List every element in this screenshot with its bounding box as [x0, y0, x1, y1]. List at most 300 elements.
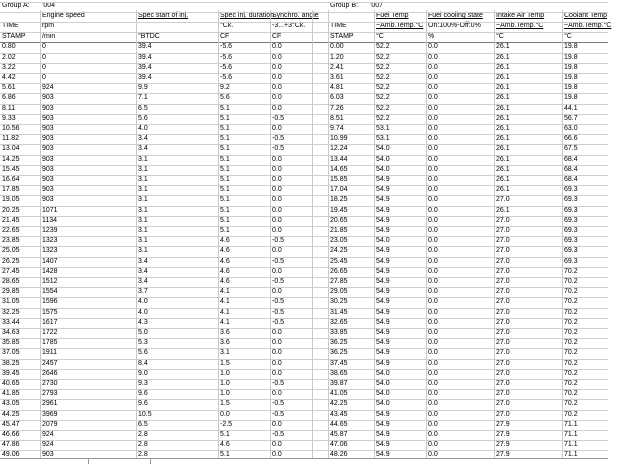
- groupB-coolant-cell[interactable]: 19.8: [564, 53, 578, 61]
- groupA-spec_start-cell[interactable]: 3.1: [138, 216, 148, 224]
- groupA-spec_duration-cell[interactable]: 5.1: [220, 165, 230, 173]
- groupA-time-cell[interactable]: 9.33: [2, 114, 16, 122]
- groupA-time-cell[interactable]: 2.02: [2, 53, 16, 61]
- groupA-spec_start-cell[interactable]: 39.4: [138, 73, 152, 81]
- groupA-engine_speed-cell[interactable]: 2457: [42, 359, 58, 367]
- groupA-spec_start-cell[interactable]: 39.4: [138, 53, 152, 61]
- groupA-synchro-cell[interactable]: 0.0: [272, 226, 282, 234]
- groupA-spec_start-cell[interactable]: 10.5: [138, 410, 152, 418]
- groupB-time-cell[interactable]: 1.20: [330, 53, 344, 61]
- groupA-spec_start-cell[interactable]: 3.1: [138, 237, 148, 245]
- groupA-synchro-cell[interactable]: 0.0: [272, 420, 282, 428]
- groupB-coolant-cell[interactable]: 44.1: [564, 104, 578, 112]
- groupB-intake_air-cell[interactable]: 27.0: [496, 277, 510, 285]
- groupB-time-cell[interactable]: 12.24: [330, 145, 348, 153]
- groupA-synchro-cell[interactable]: 0.0: [272, 441, 282, 449]
- groupA-synchro-cell[interactable]: -0.5: [272, 430, 285, 438]
- groupB-intake_air-cell[interactable]: 27.9: [496, 451, 510, 459]
- groupA-time-cell[interactable]: 4.42: [2, 73, 16, 81]
- groupA-synchro-cell[interactable]: -0.5: [272, 318, 285, 326]
- groupB-fuel_cooling-cell[interactable]: 0.0: [428, 308, 438, 316]
- groupB-fuel_cooling-cell[interactable]: 0.0: [428, 349, 438, 357]
- groupA-time-cell[interactable]: 19.05: [2, 196, 20, 204]
- groupB-fuel_temp-cell[interactable]: 52.2: [376, 94, 390, 102]
- groupB-fuel_temp-cell[interactable]: 54.9: [376, 339, 390, 347]
- groupB-fuel_temp-cell[interactable]: 54.9: [376, 277, 390, 285]
- groupB-time-cell[interactable]: 17.04: [330, 186, 348, 194]
- groupA-spec_start-cell[interactable]: 9.0: [138, 369, 148, 377]
- groupA-synchro-cell[interactable]: 0.0: [272, 390, 282, 398]
- groupA-time-cell[interactable]: 26.25: [2, 257, 20, 265]
- groupB-fuel_cooling-cell[interactable]: 0.0: [428, 257, 438, 265]
- groupB-time-cell[interactable]: 48.26: [330, 451, 348, 459]
- groupB-coolant-cell[interactable]: 19.8: [564, 73, 578, 81]
- groupB-coolant-cell[interactable]: 70.2: [564, 277, 578, 285]
- groupB-coolant-cell[interactable]: 70.2: [564, 298, 578, 306]
- groupA-spec_start-cell[interactable]: 5.0: [138, 328, 148, 336]
- groupB-intake_air-cell[interactable]: 26.1: [496, 135, 510, 143]
- groupB-intake_air-cell[interactable]: 27.0: [496, 369, 510, 377]
- groupA-synchro-cell[interactable]: -0.5: [272, 379, 285, 387]
- groupA-time-cell[interactable]: 32.25: [2, 308, 20, 316]
- groupB-time-cell[interactable]: 0.00: [330, 43, 344, 51]
- groupB-coolant-cell[interactable]: 19.8: [564, 84, 578, 92]
- groupB-fuel_temp-cell[interactable]: 54.9: [376, 410, 390, 418]
- groupB-coolant-cell[interactable]: 69.3: [564, 216, 578, 224]
- groupA-spec_duration-cell[interactable]: 5.1: [220, 114, 230, 122]
- groupA-engine_speed-cell[interactable]: 1323: [42, 237, 58, 245]
- groupA-spec_start-cell[interactable]: 3.7: [138, 288, 148, 296]
- groupB-intake_air-cell[interactable]: 26.1: [496, 165, 510, 173]
- groupB-time-cell[interactable]: 3.61: [330, 73, 344, 81]
- groupB-intake_air-cell[interactable]: 27.0: [496, 288, 510, 296]
- groupB-fuel_cooling-cell[interactable]: 0.0: [428, 104, 438, 112]
- groupA-engine_speed-cell[interactable]: 903: [42, 155, 54, 163]
- groupA-spec_duration-cell[interactable]: 5.1: [220, 145, 230, 153]
- groupB-time-cell[interactable]: 15.85: [330, 175, 348, 183]
- groupB-intake_air-cell[interactable]: 26.1: [496, 175, 510, 183]
- groupA-synchro-cell[interactable]: 0.0: [272, 339, 282, 347]
- groupB-time-cell[interactable]: 47.06: [330, 441, 348, 449]
- groupA-synchro-cell[interactable]: 0.0: [272, 369, 282, 377]
- groupA-spec_duration-cell[interactable]: 5.1: [220, 206, 230, 214]
- groupA-engine_speed-cell[interactable]: 1911: [42, 349, 58, 357]
- groupB-coolant-cell[interactable]: 70.2: [564, 390, 578, 398]
- groupB-coolant-cell[interactable]: 70.2: [564, 328, 578, 336]
- groupB-intake_air-cell[interactable]: 26.1: [496, 124, 510, 132]
- groupA-synchro-cell[interactable]: -0.5: [272, 400, 285, 408]
- groupB-fuel_cooling-cell[interactable]: 0.0: [428, 247, 438, 255]
- groupA-spec_start-cell[interactable]: 3.1: [138, 226, 148, 234]
- groupA-synchro-cell[interactable]: -0.5: [272, 145, 285, 153]
- groupB-intake_air-cell[interactable]: 26.1: [496, 206, 510, 214]
- groupB-fuel_cooling-cell[interactable]: 0.0: [428, 186, 438, 194]
- groupA-spec_start-cell[interactable]: 9.6: [138, 390, 148, 398]
- groupB-intake_air-cell[interactable]: 26.1: [496, 84, 510, 92]
- groupB-time-cell[interactable]: 20.65: [330, 216, 348, 224]
- groupB-coolant-cell[interactable]: 69.3: [564, 257, 578, 265]
- groupB-fuel_temp-cell[interactable]: 54.9: [376, 206, 390, 214]
- groupB-coolant-cell[interactable]: 69.3: [564, 226, 578, 234]
- groupA-engine_speed-cell[interactable]: 924: [42, 430, 54, 438]
- groupB-coolant-cell[interactable]: 19.8: [564, 63, 578, 71]
- groupA-synchro-cell[interactable]: -0.5: [272, 257, 285, 265]
- groupA-synchro-cell[interactable]: 0.0: [272, 165, 282, 173]
- groupB-fuel_temp-cell[interactable]: 52.2: [376, 84, 390, 92]
- groupA-spec_duration-cell[interactable]: 0.0: [220, 410, 230, 418]
- groupB-time-cell[interactable]: 9.74: [330, 124, 344, 132]
- groupA-spec_start-cell[interactable]: 3.1: [138, 165, 148, 173]
- groupB-intake_air-cell[interactable]: 27.0: [496, 328, 510, 336]
- groupA-time-cell[interactable]: 27.45: [2, 267, 20, 275]
- groupA-spec_duration-cell[interactable]: -5.6: [220, 63, 233, 71]
- groupB-fuel_cooling-cell[interactable]: 0.0: [428, 267, 438, 275]
- groupB-fuel_cooling-cell[interactable]: 0.0: [428, 390, 438, 398]
- groupB-time-cell[interactable]: 30.25: [330, 298, 348, 306]
- groupB-time-cell[interactable]: 42.25: [330, 400, 348, 408]
- groupB-intake_air-cell[interactable]: 26.1: [496, 114, 510, 122]
- groupB-fuel_temp-cell[interactable]: 54.0: [376, 165, 390, 173]
- groupB-fuel_temp-cell[interactable]: 52.2: [376, 43, 390, 51]
- groupA-time-cell[interactable]: 14.25: [2, 155, 20, 163]
- groupA-time-cell[interactable]: 21.45: [2, 216, 20, 224]
- groupA-spec_duration-cell[interactable]: 5.1: [220, 451, 230, 459]
- groupB-fuel_temp-cell[interactable]: 54.9: [376, 349, 390, 357]
- groupA-spec_start-cell[interactable]: 3.1: [138, 175, 148, 183]
- groupA-spec_duration-cell[interactable]: 5.1: [220, 135, 230, 143]
- groupA-engine_speed-cell[interactable]: 1575: [42, 308, 58, 316]
- groupB-fuel_cooling-cell[interactable]: 0.0: [428, 277, 438, 285]
- groupB-fuel_temp-cell[interactable]: 54.9: [376, 288, 390, 296]
- groupA-synchro-cell[interactable]: 0.0: [272, 73, 282, 81]
- groupB-time-cell[interactable]: 43.45: [330, 410, 348, 418]
- groupA-synchro-cell[interactable]: 0.0: [272, 63, 282, 71]
- groupA-time-cell[interactable]: 15.45: [2, 165, 20, 173]
- groupB-time-cell[interactable]: 44.65: [330, 420, 348, 428]
- groupA-synchro-cell[interactable]: 0.0: [272, 267, 282, 275]
- groupB-time-cell[interactable]: 31.45: [330, 308, 348, 316]
- groupB-time-cell[interactable]: 23.05: [330, 237, 348, 245]
- groupA-synchro-cell[interactable]: 0.0: [272, 175, 282, 183]
- groupA-engine_speed-cell[interactable]: 1071: [42, 206, 58, 214]
- groupA-engine_speed-cell[interactable]: 924: [42, 441, 54, 449]
- groupA-time-cell[interactable]: 10.56: [2, 124, 20, 132]
- groupB-time-cell[interactable]: 2.41: [330, 63, 344, 71]
- groupA-engine_speed-cell[interactable]: 1239: [42, 226, 58, 234]
- groupA-spec_start-cell[interactable]: 39.4: [138, 63, 152, 71]
- groupB-time-cell[interactable]: 18.25: [330, 196, 348, 204]
- groupB-intake_air-cell[interactable]: 27.9: [496, 441, 510, 449]
- groupA-synchro-cell[interactable]: 0.0: [272, 247, 282, 255]
- groupB-fuel_temp-cell[interactable]: 54.9: [376, 175, 390, 183]
- groupA-time-cell[interactable]: 28.65: [2, 277, 20, 285]
- groupB-fuel_cooling-cell[interactable]: 0.0: [428, 400, 438, 408]
- groupA-synchro-cell[interactable]: 0.0: [272, 359, 282, 367]
- groupA-time-cell[interactable]: 38.25: [2, 359, 20, 367]
- groupB-intake_air-cell[interactable]: 27.0: [496, 400, 510, 408]
- groupA-time-cell[interactable]: 0.80: [2, 43, 16, 51]
- groupA-spec_start-cell[interactable]: 3.1: [138, 247, 148, 255]
- groupA-synchro-cell[interactable]: -0.5: [272, 298, 285, 306]
- groupA-spec_start-cell[interactable]: 9.6: [138, 400, 148, 408]
- groupA-spec_duration-cell[interactable]: 4.6: [220, 441, 230, 449]
- groupA-time-cell[interactable]: 33.44: [2, 318, 20, 326]
- groupA-time-cell[interactable]: 3.22: [2, 63, 16, 71]
- groupB-fuel_temp-cell[interactable]: 54.9: [376, 267, 390, 275]
- groupB-fuel_temp-cell[interactable]: 53.1: [376, 135, 390, 143]
- groupB-fuel_temp-cell[interactable]: 52.2: [376, 104, 390, 112]
- groupB-coolant-cell[interactable]: 70.2: [564, 369, 578, 377]
- groupA-synchro-cell[interactable]: 0.0: [272, 94, 282, 102]
- groupA-spec_start-cell[interactable]: 3.4: [138, 277, 148, 285]
- groupA-synchro-cell[interactable]: 0.0: [272, 124, 282, 132]
- groupA-spec_duration-cell[interactable]: 5.1: [220, 124, 230, 132]
- groupA-time-cell[interactable]: 34.63: [2, 328, 20, 336]
- groupB-time-cell[interactable]: 19.45: [330, 206, 348, 214]
- groupA-engine_speed-cell[interactable]: 1407: [42, 257, 58, 265]
- groupB-intake_air-cell[interactable]: 27.0: [496, 349, 510, 357]
- groupB-fuel_temp-cell[interactable]: 52.2: [376, 73, 390, 81]
- groupA-synchro-cell[interactable]: -0.5: [272, 237, 285, 245]
- groupB-fuel_temp-cell[interactable]: 54.9: [376, 430, 390, 438]
- groupA-engine_speed-cell[interactable]: 1617: [42, 318, 58, 326]
- groupB-fuel_temp-cell[interactable]: 53.1: [376, 124, 390, 132]
- groupB-fuel_temp-cell[interactable]: 54.0: [376, 237, 390, 245]
- groupB-fuel_cooling-cell[interactable]: 0.0: [428, 369, 438, 377]
- groupA-time-cell[interactable]: 29.85: [2, 288, 20, 296]
- groupB-coolant-cell[interactable]: 71.1: [564, 451, 578, 459]
- groupA-engine_speed-cell[interactable]: 1596: [42, 298, 58, 306]
- groupA-spec_duration-cell[interactable]: 4.1: [220, 308, 230, 316]
- groupA-spec_start-cell[interactable]: 3.1: [138, 186, 148, 194]
- groupB-fuel_cooling-cell[interactable]: 0.0: [428, 145, 438, 153]
- groupA-spec_duration-cell[interactable]: 5.1: [220, 430, 230, 438]
- groupB-intake_air-cell[interactable]: 26.1: [496, 53, 510, 61]
- groupB-coolant-cell[interactable]: 69.3: [564, 237, 578, 245]
- groupB-intake_air-cell[interactable]: 27.0: [496, 359, 510, 367]
- groupA-engine_speed-cell[interactable]: 1428: [42, 267, 58, 275]
- groupB-intake_air-cell[interactable]: 27.0: [496, 379, 510, 387]
- groupA-spec_duration-cell[interactable]: 4.6: [220, 247, 230, 255]
- groupB-intake_air-cell[interactable]: 27.0: [496, 237, 510, 245]
- groupA-spec_start-cell[interactable]: 5.3: [138, 339, 148, 347]
- groupB-time-cell[interactable]: 26.65: [330, 267, 348, 275]
- groupA-spec_duration-cell[interactable]: -5.6: [220, 43, 233, 51]
- groupB-coolant-cell[interactable]: 70.2: [564, 339, 578, 347]
- groupA-spec_duration-cell[interactable]: 5.1: [220, 226, 230, 234]
- groupA-synchro-cell[interactable]: 0.0: [272, 349, 282, 357]
- groupB-coolant-cell[interactable]: 70.2: [564, 288, 578, 296]
- groupB-fuel_cooling-cell[interactable]: 0.0: [428, 410, 438, 418]
- groupA-spec_duration-cell[interactable]: 4.6: [220, 257, 230, 265]
- groupB-fuel_temp-cell[interactable]: 54.9: [376, 441, 390, 449]
- groupB-fuel_temp-cell[interactable]: 54.9: [376, 308, 390, 316]
- groupA-synchro-cell[interactable]: -0.5: [272, 114, 285, 122]
- groupB-coolant-cell[interactable]: 69.3: [564, 196, 578, 204]
- groupB-coolant-cell[interactable]: 69.3: [564, 206, 578, 214]
- groupB-coolant-cell[interactable]: 67.5: [564, 145, 578, 153]
- groupB-fuel_cooling-cell[interactable]: 0.0: [428, 441, 438, 449]
- groupA-spec_start-cell[interactable]: 3.1: [138, 196, 148, 204]
- groupA-spec_duration-cell[interactable]: 3.1: [220, 349, 230, 357]
- groupB-coolant-cell[interactable]: 71.1: [564, 420, 578, 428]
- groupA-spec_duration-cell[interactable]: 1.0: [220, 369, 230, 377]
- groupB-time-cell[interactable]: 25.45: [330, 257, 348, 265]
- groupB-fuel_temp-cell[interactable]: 54.0: [376, 155, 390, 163]
- groupA-synchro-cell[interactable]: 0.0: [272, 43, 282, 51]
- groupA-time-cell[interactable]: 41.85: [2, 390, 20, 398]
- groupA-spec_start-cell[interactable]: 9.3: [138, 379, 148, 387]
- groupA-synchro-cell[interactable]: 0.0: [272, 84, 282, 92]
- groupB-fuel_cooling-cell[interactable]: 0.0: [428, 135, 438, 143]
- groupB-time-cell[interactable]: 36.25: [330, 339, 348, 347]
- groupA-engine_speed-cell[interactable]: 3969: [42, 410, 58, 418]
- groupA-engine_speed-cell[interactable]: 903: [42, 114, 54, 122]
- groupA-time-cell[interactable]: 49.06: [2, 451, 20, 459]
- groupB-time-cell[interactable]: 14.65: [330, 165, 348, 173]
- groupA-spec_duration-cell[interactable]: 4.1: [220, 288, 230, 296]
- groupA-engine_speed-cell[interactable]: 903: [42, 145, 54, 153]
- groupB-fuel_temp-cell[interactable]: 52.2: [376, 63, 390, 71]
- groupA-time-cell[interactable]: 23.85: [2, 237, 20, 245]
- groupA-engine_speed-cell[interactable]: 1722: [42, 328, 58, 336]
- groupA-spec_start-cell[interactable]: 8.4: [138, 359, 148, 367]
- groupA-spec_start-cell[interactable]: 6.5: [138, 420, 148, 428]
- groupA-spec_start-cell[interactable]: 4.0: [138, 308, 148, 316]
- groupA-synchro-cell[interactable]: -0.5: [272, 135, 285, 143]
- groupB-fuel_temp-cell[interactable]: 54.9: [376, 247, 390, 255]
- groupB-fuel_cooling-cell[interactable]: 0.0: [428, 226, 438, 234]
- groupA-spec_start-cell[interactable]: 39.4: [138, 43, 152, 51]
- groupB-fuel_temp-cell[interactable]: 54.0: [376, 379, 390, 387]
- groupA-time-cell[interactable]: 40.65: [2, 379, 20, 387]
- groupB-intake_air-cell[interactable]: 26.1: [496, 73, 510, 81]
- groupA-engine_speed-cell[interactable]: 1554: [42, 288, 58, 296]
- groupA-time-cell[interactable]: 22.65: [2, 226, 20, 234]
- groupB-fuel_cooling-cell[interactable]: 0.0: [428, 359, 438, 367]
- groupB-intake_air-cell[interactable]: 27.0: [496, 267, 510, 275]
- groupA-time-cell[interactable]: 31.05: [2, 298, 20, 306]
- groupB-coolant-cell[interactable]: 68.4: [564, 175, 578, 183]
- groupB-coolant-cell[interactable]: 56.7: [564, 114, 578, 122]
- groupA-spec_start-cell[interactable]: 3.4: [138, 145, 148, 153]
- groupB-coolant-cell[interactable]: 68.4: [564, 155, 578, 163]
- groupB-coolant-cell[interactable]: 70.2: [564, 410, 578, 418]
- groupA-spec_duration-cell[interactable]: -2.5: [220, 420, 233, 428]
- groupB-time-cell[interactable]: 21.85: [330, 226, 348, 234]
- groupA-time-cell[interactable]: 37.05: [2, 349, 20, 357]
- groupA-engine_speed-cell[interactable]: 2646: [42, 369, 58, 377]
- groupB-fuel_temp-cell[interactable]: 52.2: [376, 53, 390, 61]
- groupA-time-cell[interactable]: 43.05: [2, 400, 20, 408]
- groupB-intake_air-cell[interactable]: 27.0: [496, 390, 510, 398]
- groupA-engine_speed-cell[interactable]: 903: [42, 175, 54, 183]
- groupB-fuel_cooling-cell[interactable]: 0.0: [428, 339, 438, 347]
- groupA-spec_start-cell[interactable]: 6.5: [138, 104, 148, 112]
- groupB-coolant-cell[interactable]: 71.1: [564, 441, 578, 449]
- groupB-fuel_cooling-cell[interactable]: 0.0: [428, 451, 438, 459]
- groupA-time-cell[interactable]: 45.47: [2, 420, 20, 428]
- groupB-fuel_temp-cell[interactable]: 54.0: [376, 400, 390, 408]
- groupA-spec_start-cell[interactable]: 3.4: [138, 257, 148, 265]
- groupB-coolant-cell[interactable]: 68.4: [564, 165, 578, 173]
- groupA-spec_duration-cell[interactable]: 9.2: [220, 84, 230, 92]
- groupA-spec_duration-cell[interactable]: 4.1: [220, 298, 230, 306]
- groupA-synchro-cell[interactable]: 0.0: [272, 196, 282, 204]
- groupB-fuel_cooling-cell[interactable]: 0.0: [428, 196, 438, 204]
- groupB-time-cell[interactable]: 33.85: [330, 328, 348, 336]
- groupB-fuel_temp-cell[interactable]: 54.9: [376, 451, 390, 459]
- groupA-time-cell[interactable]: 6.86: [2, 94, 16, 102]
- groupB-intake_air-cell[interactable]: 26.1: [496, 94, 510, 102]
- groupB-intake_air-cell[interactable]: 27.0: [496, 216, 510, 224]
- groupB-time-cell[interactable]: 32.65: [330, 318, 348, 326]
- groupB-intake_air-cell[interactable]: 27.0: [496, 196, 510, 204]
- groupA-spec_duration-cell[interactable]: 3.6: [220, 328, 230, 336]
- groupA-time-cell[interactable]: 35.85: [2, 339, 20, 347]
- groupB-fuel_cooling-cell[interactable]: 0.0: [428, 63, 438, 71]
- groupB-fuel_temp-cell[interactable]: 54.9: [376, 420, 390, 428]
- groupA-synchro-cell[interactable]: 0.0: [272, 206, 282, 214]
- groupB-time-cell[interactable]: 27.85: [330, 277, 348, 285]
- groupA-synchro-cell[interactable]: 0.0: [272, 216, 282, 224]
- groupA-spec_duration-cell[interactable]: 4.6: [220, 277, 230, 285]
- groupA-spec_duration-cell[interactable]: 5.1: [220, 216, 230, 224]
- groupA-spec_duration-cell[interactable]: -5.6: [220, 73, 233, 81]
- groupA-synchro-cell[interactable]: -0.5: [272, 308, 285, 316]
- groupB-time-cell[interactable]: 6.03: [330, 94, 344, 102]
- groupA-spec_duration-cell[interactable]: 4.6: [220, 237, 230, 245]
- groupB-fuel_temp-cell[interactable]: 54.0: [376, 390, 390, 398]
- groupB-coolant-cell[interactable]: 71.1: [564, 430, 578, 438]
- groupA-spec_start-cell[interactable]: 2.8: [138, 451, 148, 459]
- groupA-synchro-cell[interactable]: -0.5: [272, 410, 285, 418]
- groupB-fuel_cooling-cell[interactable]: 0.0: [428, 420, 438, 428]
- groupB-fuel_temp-cell[interactable]: 54.9: [376, 359, 390, 367]
- groupA-spec_duration-cell[interactable]: 4.6: [220, 267, 230, 275]
- groupA-spec_duration-cell[interactable]: 5.1: [220, 196, 230, 204]
- groupB-time-cell[interactable]: 39.87: [330, 379, 348, 387]
- groupB-coolant-cell[interactable]: 70.2: [564, 318, 578, 326]
- groupA-time-cell[interactable]: 13.04: [2, 145, 20, 153]
- groupA-synchro-cell[interactable]: 0.0: [272, 328, 282, 336]
- groupA-engine_speed-cell[interactable]: 903: [42, 94, 54, 102]
- groupA-spec_duration-cell[interactable]: 1.5: [220, 400, 230, 408]
- groupB-time-cell[interactable]: 8.51: [330, 114, 344, 122]
- groupB-fuel_cooling-cell[interactable]: 0.0: [428, 318, 438, 326]
- groupA-spec_duration-cell[interactable]: 1.0: [220, 379, 230, 387]
- groupB-fuel_cooling-cell[interactable]: 0.0: [428, 175, 438, 183]
- groupA-spec_duration-cell[interactable]: 5.6: [220, 94, 230, 102]
- groupA-engine_speed-cell[interactable]: 1785: [42, 339, 58, 347]
- groupA-spec_start-cell[interactable]: 2.8: [138, 430, 148, 438]
- groupA-engine_speed-cell[interactable]: 2079: [42, 420, 58, 428]
- groupA-spec_start-cell[interactable]: 2.8: [138, 441, 148, 449]
- groupB-fuel_cooling-cell[interactable]: 0.0: [428, 430, 438, 438]
- groupA-spec_start-cell[interactable]: 3.1: [138, 155, 148, 163]
- groupA-engine_speed-cell[interactable]: 0: [42, 43, 46, 51]
- groupB-fuel_cooling-cell[interactable]: 0.0: [428, 155, 438, 163]
- groupB-coolant-cell[interactable]: 69.3: [564, 186, 578, 194]
- groupA-spec_duration-cell[interactable]: 1.5: [220, 359, 230, 367]
- groupB-fuel_cooling-cell[interactable]: 0.0: [428, 237, 438, 245]
- groupA-engine_speed-cell[interactable]: 0: [42, 73, 46, 81]
- groupA-spec_duration-cell[interactable]: 5.1: [220, 104, 230, 112]
- groupA-spec_start-cell[interactable]: 3.1: [138, 206, 148, 214]
- groupB-intake_air-cell[interactable]: 27.0: [496, 318, 510, 326]
- groupA-synchro-cell[interactable]: 0.0: [272, 288, 282, 296]
- groupA-engine_speed-cell[interactable]: 1323: [42, 247, 58, 255]
